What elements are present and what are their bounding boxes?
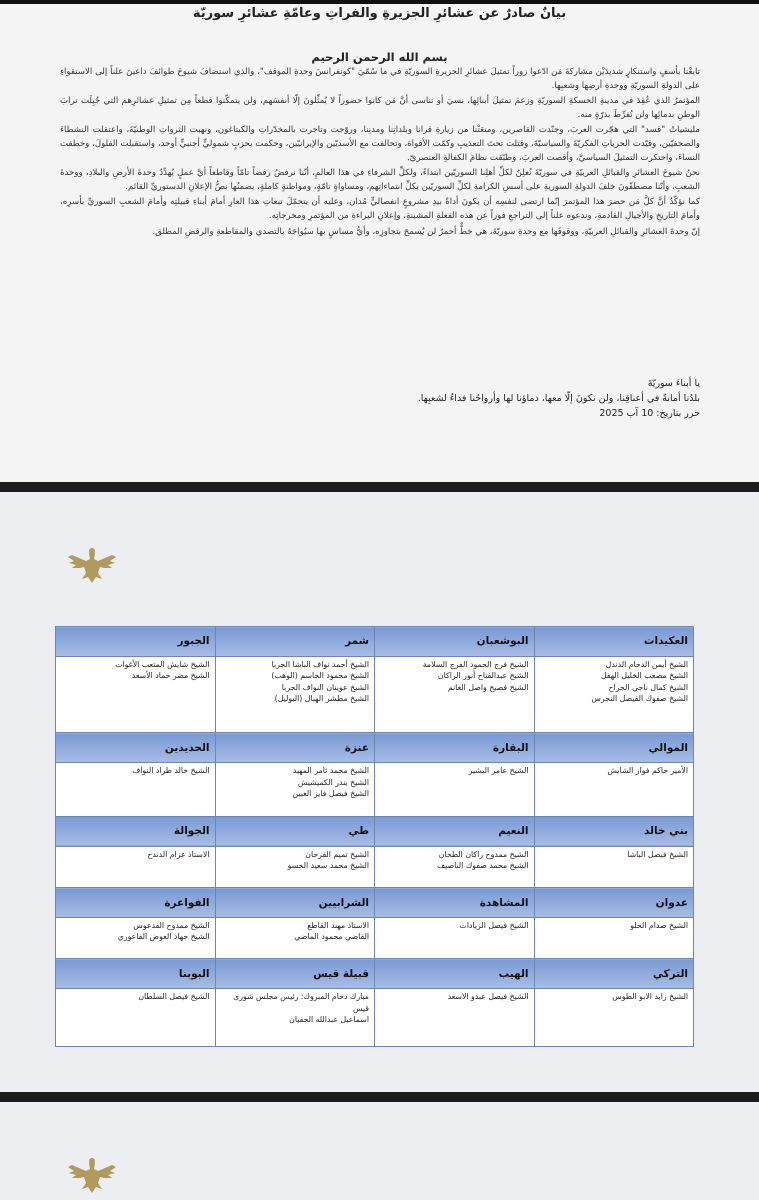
tribe-header-row [56, 816, 694, 846]
tribe-members-row [56, 656, 694, 732]
tribe-name: الهيب [375, 959, 535, 989]
member: الشيخ خالد طراد النواف [132, 766, 210, 776]
paragraph: كما نؤكّدُ أنَّ كلَّ مَن حضرَ هذا المؤتمرَ إنّما ارتضى لنفسِه أن يكونَ أداةً بيدِ مشروعٍ انفصاليٍّ مُدان، وعليه أن يتحمّلَ تبعاتِ هذا العارِ أمامَ أبناءِ قبيلتِه وأمامَ الشعبِ السوريِّ بأسرِه، وأمامَ التاريخِ والأجيالِ القادمةِ، وندعوه علناً إلى التراجعِ فوراً عن هذه الفعلةِ المشينةِ، وإعلانِ البراءةِ من المؤتمرِ ومخرجاتِه. [60, 197, 700, 221]
tribe-name: شمر [215, 627, 375, 657]
tribe-members-cell [534, 989, 694, 1047]
tribe-members-cell [56, 846, 216, 887]
paragraph: إنّ وحدةَ العشائرِ والقبائلِ العربيّةِ، ووقوفَها مع وحدةِ سوريّةَ، هي خطٌّ أحمرُ لن يُسمحَ بتجاوزِه، وأيُّ مساسٍ بها سيُواجَهُ بالتصدي والمقاطعةِ والرفضِ المطلق. [152, 226, 700, 237]
tribe-members-cell [534, 917, 694, 958]
member: الشيخ عبدالفتاح أنور الراكان [437, 671, 529, 681]
tribe-members-cell [56, 989, 216, 1047]
tribe-header-row [56, 627, 694, 657]
tribe-name: النعيم [375, 816, 535, 846]
pledge: بلدُنا أمانةٌ في أعناقِنا، ولن نكونَ إلّا معها، دماؤنا لها وأرواحُنا فداءٌ لشعبِها. [417, 393, 700, 404]
salutation: يا أبناءَ سوريّةَ [647, 378, 700, 389]
page-divider [0, 1092, 759, 1102]
paragraph: نحنُ شيوخَ العشائرِ والقبائلِ العربيّةِ في سوريّةَ نُعلِنُ لكلِّ أهلِنا السوريّين ابتداءً، ولكلِّ الشرفاءِ في هذا العالمِ، أنّنا نرفضُ رفضاً تامّاً وقاطعاً أيَّ عملٍ يُهدِّدُ وحدةَ الأرضِ والبلادِ، ووحدةَ الشعبِ، وأنّنا مصطفّونَ خلفَ الدولةِ السوريةِ على أسسِ الكرامةِ لكلِّ السوريّين بكلِّ انتماءاتِهم، ومساواةٍ تامّةٍ، ومواطنةٍ كاملةٍ، يضمنُها نصُّ الإعلانِ الدستوريِّ القائم. [60, 168, 700, 192]
tribe-members-row [56, 763, 694, 817]
statement-title: بيانٌ صادرٌ عن عشائرِ الجزيرةِ والفراتِ وعامّةِ عشائرِ سوريّة [192, 6, 567, 21]
member: الشيخ شايش المتعب الأغوات [115, 659, 210, 669]
tribe-name: عنزة [215, 733, 375, 763]
member: مبارك دحام المبروك: رئيس مجلس شورى قيس [233, 992, 369, 1013]
tribe-members-cell [375, 763, 535, 817]
member: الشيخ ممدوح راكان الطحان [438, 849, 529, 859]
paragraph: مليشياتُ "قسد" التي هجّرت العربَ، وجنّدت القاصرين، ومنعَتْنا من زيارةِ قرانا وبلداتِنا ومدنِنا، وروّجت وتاجرت بالمخدّراتِ والكبتاغون، ونهبت الثرواتِ الوطنيّةَ، واعتقلت النشطاءَ والصحفيّين، وقيّدت الحرياتِ الفكريّةَ والسياسيّةَ، وقتلت تحتَ التعذيبِ وكمّت الأفواهَ، وتحالفت مع الأسديّين والإيرانيّين، وحكمت بحزبٍ شموليٍّ أجنبيٍّ أوحد، واستقبلت الفلولَ، وخطفت النساءَ، واحتكرت التمثيلَ السياسيَّ، وأقصت العربَ، وطبّقت نظامَ الكفالةِ العنصريّ. [60, 125, 700, 163]
member: الشيخ ممدوح الفدعوس [133, 920, 210, 930]
tribe-name: الجوالة [56, 816, 216, 846]
member: الشيخ عوينان النواف الجربا [281, 682, 369, 692]
tribe-header-row [56, 888, 694, 918]
member: الشيخ صفوك الفيصل النجرس [591, 694, 688, 704]
tribe-members-cell [215, 763, 375, 817]
tribe-members-row [56, 917, 694, 958]
member: الشيخ مصعب الخليل الهفل [600, 671, 688, 681]
member: الشيخ محمد سعيد الحسو [287, 861, 369, 871]
member: الشيخ بندر الكميشيش [297, 777, 369, 787]
tribe-name: المشاهدة [375, 888, 535, 918]
tribe-members-cell [534, 846, 694, 887]
tribe-name: التركي [534, 959, 694, 989]
tribe-members-row [56, 989, 694, 1047]
member: الشيخ فيصل السلطان [138, 992, 210, 1002]
member: الشيخ جهاد العوض الفاعوري [117, 932, 210, 942]
member: الشيخ زايد الابو الطوس [612, 992, 688, 1002]
eagle-emblem-icon [66, 545, 118, 585]
tribe-name: بني خالد [534, 816, 694, 846]
member: الشيخ مضر حماد الأسعد [131, 671, 210, 681]
member: الشيخ فيصل عبدو الاسعد [447, 992, 529, 1002]
member: الشيخ فيصل الزيادات [459, 920, 529, 930]
tribe-members-cell [215, 656, 375, 732]
tribe-name: الحديدين [56, 733, 216, 763]
date: حرر بتاريخ: 10 آب 2025 [599, 408, 700, 419]
tribe-members-cell [375, 846, 535, 887]
tribe-members-cell [56, 917, 216, 958]
member: اسماعيل عبدالله الحفيان [289, 1015, 369, 1025]
member: الشيخ عامر البشير [468, 766, 529, 776]
tribe-members-row [56, 846, 694, 887]
tribe-members-cell [375, 989, 535, 1047]
member: الاستاذ مهند القاطع [307, 920, 369, 930]
member: الشيخ فرج الحمود الفرج السلامة [422, 659, 529, 669]
member: الشيخ تميم القرحان [305, 849, 369, 859]
tribes-table [55, 626, 694, 1047]
tribe-members-cell [375, 656, 535, 732]
tribe-members-cell [215, 846, 375, 887]
statement-closing [60, 376, 700, 421]
tribe-name: الفواعرة [56, 888, 216, 918]
member: الشيخ محمد صفوك الناصيف [437, 861, 529, 871]
tribe-members-cell [56, 763, 216, 817]
tribe-name: البقارة [375, 733, 535, 763]
tribe-name: العكيدات [534, 627, 694, 657]
tribe-name: الموالي [534, 733, 694, 763]
tribe-members-cell [215, 989, 375, 1047]
tribe-members-cell [215, 917, 375, 958]
page-divider [0, 482, 759, 492]
member: الشيخ محمود الجاسم (الوهب) [271, 671, 369, 681]
paragraph: المؤتمرُ الذي عُقِدَ في مدينةِ الحسكةِ السوريّةِ وزعمَ تمثيلَ أبنائِها، نسيَ أو تناسى أنَّ مَن كانوا حضوراً لا يُمثِّلونَ إلّا أنفسَهم، ولن يتمكّنوا قطعاً مِن تمثيلِ عشائرِهم التي جُبِلَت ترابَ الوطنِ بدمائِها ولن تُفرِّطَ بذرّةٍ منه. [60, 96, 700, 120]
member: الشيخ كمال ناجي الجراح [608, 682, 688, 692]
paragraph: تابعْنا بأسفٍ واستنكارٍ شديدَيْن مشاركةَ مَن ادّعوا زوراً تمثيلَ عشائرِ الجزيرةِ السوريّةِ في ما سُمّيَ "كونفرانسَ وحدةِ الموقف"، والذي استضافَ شيوخَ طوائفَ داعينَ علناً إلى الاستقواءِ على الدولةِ السوريّةِ ووحدةِ أرضِها وشعبِها. [60, 67, 700, 91]
member: الشيخ أحمد نواف الباشا الجربا [271, 659, 369, 669]
tribe-name: البوبنا [56, 959, 216, 989]
eagle-emblem-icon [66, 1155, 118, 1195]
member: الشيخ محمد ثامر المهيد [292, 766, 369, 776]
tribe-name: قبيلة قيس [215, 959, 375, 989]
member: الشيخ فصيح واصل الغانم [447, 682, 529, 692]
tribe-name: البوشعبان [375, 627, 535, 657]
tribe-name: الجبور [56, 627, 216, 657]
member: الشيخ فيصل فايز الغبين [292, 789, 369, 799]
tribe-name: طي [215, 816, 375, 846]
member: الشيخ صدام الحلو [630, 920, 688, 930]
tribe-header-row [56, 733, 694, 763]
tribe-members-cell [375, 917, 535, 958]
member: الشيخ فيصل الباشا [627, 849, 688, 859]
tribe-name: عدوان [534, 888, 694, 918]
member: الاستاذ عزام الدندح [147, 849, 210, 859]
statement-body [60, 66, 700, 241]
basmala: بسم الله الرحمن الرحيم [311, 50, 448, 64]
tribe-members-cell [534, 656, 694, 732]
tribe-members-cell [534, 763, 694, 817]
member: الأمير حاكم فواز الشايش [607, 766, 688, 776]
member: الشيخ مطشر الهبال (البوليل) [274, 694, 369, 704]
member: القاضي محمود الماضي [294, 932, 369, 942]
tribe-name: الشرابيين [215, 888, 375, 918]
member: الشيخ أيمن الدحام الدندل [605, 659, 688, 669]
tribe-members-cell [56, 656, 216, 732]
tribe-header-row [56, 959, 694, 989]
